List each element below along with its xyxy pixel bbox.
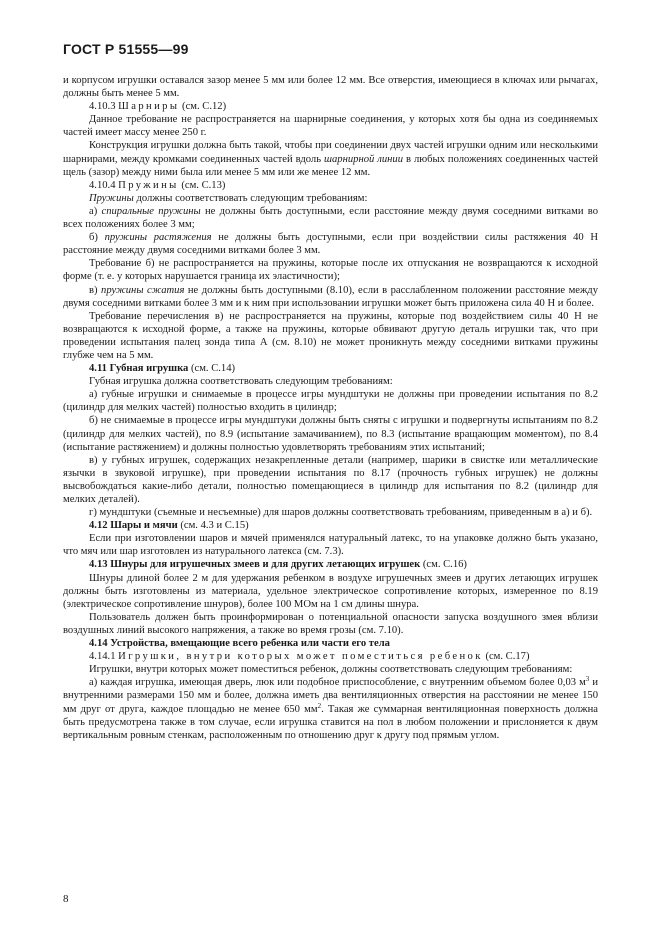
- text-run: а): [89, 205, 102, 217]
- list-item-c: [63, 284, 598, 310]
- text-run: не должны быть доступными, если расстояние между двумя соседними витками во всех положениях более 3 мм;: [63, 205, 598, 231]
- text-run: в): [89, 284, 102, 296]
- section-4-10-4-heading: [63, 179, 598, 192]
- section-ref: (см. 4.3 и С.15): [177, 520, 249, 532]
- emphasis: шарнирной линии: [324, 153, 404, 165]
- paragraph: Губная игрушка должна соответствовать следующим требованиям:: [89, 376, 393, 388]
- section-number: 4.10.4: [89, 179, 119, 191]
- section-4-12-heading: [63, 519, 598, 532]
- section-4-14-heading: [63, 637, 598, 650]
- emphasis: пружины сжатия: [101, 284, 185, 296]
- text-run: не должны быть доступными, если при воздействии силы растяжения 40 Н расстояние между двумя соседними витками более 3 мм.: [63, 232, 598, 257]
- text-run: а) каждая игрушка, имеющая дверь, люк или подобное приспособление, с внутренним объемом более 0,03 м: [89, 677, 586, 689]
- text-run: Конструкция игрушки должна быть такой, чтобы при соединении двух частей игрушки одним или несколькими шарнирами, между кромками соединенных частей вдоль: [63, 140, 598, 165]
- text-run: не должны быть доступными (8.10), если в расслабленном положении расстояние между двумя соседними витками более 3 мм и к ним при использовании игрушки может быть приложена сила 40 Н и более.: [63, 284, 598, 309]
- list-item-d: г) мундштуки (съемные и несъемные) для шаров должны соответствовать требованиям, приведенным в а) и б).: [89, 507, 593, 519]
- paragraph: Данное требование не распространяется на шарнирные соединения, у которых хотя бы одна из соединяемых частей имеет массу менее 250 г.: [63, 114, 598, 139]
- section-ref: (см. С.14): [188, 363, 236, 375]
- section-title: Игрушки, внутри которых может поместиться ребенок: [118, 651, 483, 663]
- section-title: 4.11 Губная игрушка: [89, 363, 189, 375]
- emphasis: спиральные пружины: [101, 205, 201, 217]
- section-4-10-3-heading: [63, 100, 598, 113]
- list-item-c: в) у губных игрушек, содержащих незакрепленные детали (например, шарики в свистке или металлические язычки в звуковой игрушке), при проведении испытания по 8.17 (прочность губных игрушек) не должны высвобождаться какие-либо детали, полностью помещающиеся в цилиндр для испытания по 8.2 (цилиндр для мелких деталей).: [63, 454, 598, 505]
- section-4-14-1-heading: [63, 650, 598, 663]
- section-ref: (см. С.17): [482, 651, 530, 663]
- paragraph: [63, 139, 598, 178]
- section-title: 4.14 Устройства, вмещающие всего ребенка или части его тела: [89, 638, 390, 650]
- text-run: б): [89, 232, 105, 244]
- text-run: и внутренними размерами 150 мм и более, должна иметь два вентиляционных отверстия на расстоянии не менее 150 мм друг от друга, каждое площадью не менее 650 мм: [63, 677, 598, 715]
- document-header: ГОСТ Р 51555—99: [63, 41, 189, 57]
- section-ref: (см. С.13): [178, 179, 226, 191]
- emphasis: пружины растяжения: [104, 232, 212, 244]
- paragraph: Требование перечисления в) не распространяется на пружины, которые под воздействием силы 40 Н не возвращаются к исходной форме, а также на пружины, которые обвивают другую деталь игрушки так, что при проведении испытания палец зонда типа А (см. 8.10) не может проникнуть между соседними витками пружины глубже чем на 5 мм.: [63, 310, 598, 361]
- section-title: 4.13 Шнуры для игрушечных змеев и для других летающих игрушек: [89, 559, 421, 571]
- paragraph: Требование б) не распространяется на пружины, которые после их отпускания не возвращаются к исходной форме (т. е. у которых нарушается граница их эластичности);: [63, 258, 598, 283]
- page-number: 8: [63, 893, 69, 905]
- text-run: . Такая же суммарная вентиляционная поверхность должна быть предусмотрена также в том случае, если игрушка ставится на пол в любом положении и прислоняется к двум вертикальным ровным стенкам, расположенным по отношению друг к другу под прямым углом.: [63, 703, 598, 741]
- paragraph: Пользователь должен быть проинформирован о потенциальной опасности запуска воздушного змея вблизи воздушных линий высокого напряжения, а также во время грозы (см. 7.10).: [63, 611, 598, 636]
- superscript: 3: [585, 675, 590, 684]
- list-item-b: б) не снимаемые в процессе игры мундштуки должны быть сняты с игрушки и подвергнуты испытаниям по 8.2 (цилиндр для мелких частей), по 8.9 (испытание замачиванием), по 8.3 (испытание вращающим моментом), по 8.4 (испытание растяжением) и должны полностью удовлетворять требованиям этих испытаний;: [63, 415, 598, 453]
- list-item-a: [63, 205, 598, 231]
- section-4-13-heading: [63, 558, 598, 571]
- section-title: 4.12 Шары и мячи: [89, 520, 178, 532]
- list-item-a: а) губные игрушки и снимаемые в процессе игры мундштуки не должны при проведении испытания по 8.2 (цилиндр для мелких частей) полностью входить в цилиндр;: [63, 389, 598, 414]
- section-title: Пружины: [118, 179, 179, 191]
- paragraph: Если при изготовлении шаров и мячей применялся натуральный латекс, то на упаковке должно быть указано, что мяч или шар изготовлен из натурального латекса (см. 7.3).: [63, 533, 598, 558]
- paragraph: Шнуры длиной более 2 м для удержания ребенком в воздухе игрушечных змеев и других летающих игрушек должны быть изготовлены из материала, удельное электрическое сопротивление которых, измеренное по 8.19 (электрическое сопротивление шнуров), более 100 МОм на 1 см длины шнура.: [63, 572, 598, 610]
- emphasis: Пружины: [89, 192, 134, 204]
- list-item-b: [63, 231, 598, 257]
- section-number: 4.14.1: [89, 651, 119, 663]
- text-run: в любых положениях соединенных частей щель (зазор) между ними была или менее 5 мм или же менее 12 мм.: [63, 153, 598, 178]
- text-run: должны соответствовать следующим требованиям:: [133, 192, 368, 204]
- section-title: Шарниры: [118, 101, 180, 113]
- section-number: 4.10.3: [89, 101, 119, 113]
- superscript: 2: [317, 701, 322, 710]
- section-ref: (см. С.12): [179, 101, 227, 113]
- list-item-a: [63, 676, 598, 741]
- paragraph-continuation: и корпусом игрушки оставался зазор менее 5 мм или более 12 мм. Все отверстия, имеющиеся в ключах или рычагах, должны быть менее 5 мм.: [63, 75, 598, 100]
- paragraph: [63, 192, 598, 205]
- section-4-11-heading: [63, 362, 598, 375]
- paragraph: Игрушки, внутри которых может поместиться ребенок, должны соответствовать следующим требованиям:: [89, 664, 573, 676]
- section-ref: (см. С.16): [420, 559, 467, 571]
- page-body: [63, 74, 598, 742]
